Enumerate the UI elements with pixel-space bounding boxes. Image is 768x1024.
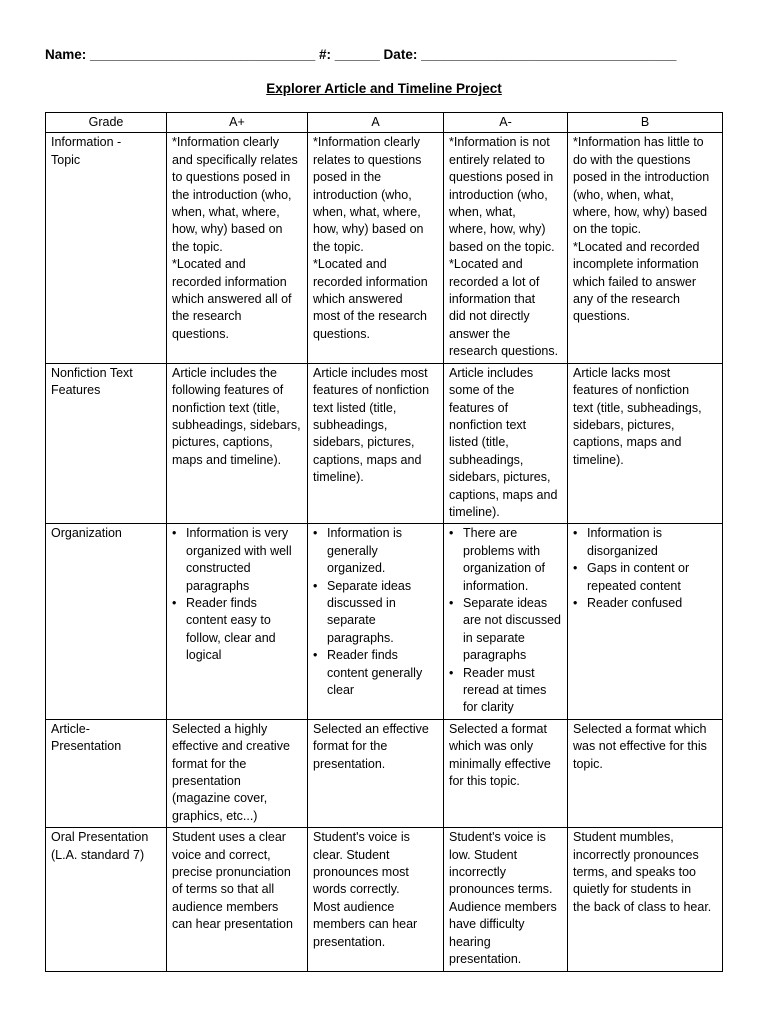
cell-text-line: Most audience bbox=[313, 899, 395, 914]
bullet-text-line: constructed bbox=[186, 561, 251, 576]
cell-text-line: presentation. bbox=[313, 756, 386, 771]
bullet-text-line: Information is bbox=[327, 526, 403, 541]
cell-text-line: when, what, where, bbox=[313, 205, 421, 220]
list-item bbox=[449, 595, 562, 665]
rubric-body bbox=[46, 133, 723, 971]
cell-text-line: Article includes the bbox=[172, 365, 277, 380]
cell-text-line: how, why) based on bbox=[172, 222, 283, 237]
rubric-cell bbox=[308, 828, 444, 971]
criterion-cell bbox=[46, 133, 167, 363]
criterion-label-line: (L.A. standard 7) bbox=[51, 847, 145, 862]
cell-text-line: Selected an effective bbox=[313, 721, 429, 736]
cell-text-line: Student mumbles, bbox=[573, 830, 674, 845]
cell-text-line: when, what, bbox=[449, 205, 516, 220]
criterion-label-line: Information - bbox=[51, 135, 122, 150]
bullet-icon: • bbox=[573, 595, 578, 610]
cell-text-line: Selected a format which bbox=[573, 721, 707, 736]
cell-text-line: research questions. bbox=[449, 344, 559, 359]
cell-text-line: voice and correct, bbox=[172, 847, 271, 862]
cell-text-line: of terms so that all bbox=[172, 882, 275, 897]
cell-text-line: sidebars, pictures, bbox=[573, 417, 675, 432]
cell-text-line: text listed (title, bbox=[313, 400, 397, 415]
cell-text-line: was not effective for this bbox=[573, 739, 707, 754]
list-item bbox=[449, 525, 562, 595]
table-row bbox=[46, 524, 723, 719]
bullet-text-line: in separate bbox=[463, 630, 525, 645]
cell-text-line: (who, when, what, bbox=[573, 187, 674, 202]
cell-text-line: presentation bbox=[172, 774, 241, 789]
bullet-text-line: Reader confused bbox=[587, 595, 683, 610]
cell-text-line: relates to questions bbox=[313, 152, 422, 167]
bullet-text-line: paragraphs bbox=[186, 578, 250, 593]
rubric-cell bbox=[308, 133, 444, 363]
cell-text-line: which was only bbox=[449, 739, 534, 754]
bullet-icon: • bbox=[449, 665, 454, 680]
bullet-icon: • bbox=[573, 561, 578, 576]
rubric-cell bbox=[568, 133, 723, 363]
rubric-cell bbox=[308, 524, 444, 719]
cell-text-line: when, what, where, bbox=[172, 205, 280, 220]
rubric-cell bbox=[444, 828, 568, 971]
cell-text-line: subheadings, bbox=[313, 417, 388, 432]
rubric-cell bbox=[568, 524, 723, 719]
cell-text-line: Article lacks most bbox=[573, 365, 671, 380]
criterion-label-line: Presentation bbox=[51, 739, 122, 754]
cell-text-line: questions posed in bbox=[449, 170, 554, 185]
bullet-list bbox=[313, 525, 438, 699]
bullet-text-line: reread at times bbox=[463, 683, 547, 697]
cell-text-line: precise pronunciation bbox=[172, 865, 291, 880]
cell-text-line: questions. bbox=[313, 326, 370, 341]
cell-text-line: captions, maps and bbox=[573, 435, 682, 450]
bullet-text-line: content easy to bbox=[186, 613, 271, 628]
bullet-text-line: Reader finds bbox=[186, 595, 257, 610]
bullet-icon: • bbox=[172, 595, 177, 610]
cell-text-line: the back of class to hear. bbox=[573, 899, 712, 914]
cell-text-line: features of nonfiction bbox=[313, 383, 430, 398]
bullet-text-line: repeated content bbox=[587, 578, 681, 593]
criterion-label-line: Topic bbox=[51, 152, 81, 167]
cell-text-line: Audience members bbox=[449, 899, 557, 914]
cell-text-line: Student's voice is bbox=[313, 830, 410, 845]
bullet-text-line: paragraphs. bbox=[327, 630, 394, 645]
bullet-list bbox=[573, 525, 717, 612]
cell-text-line: timeline). bbox=[573, 452, 624, 467]
bullet-icon: • bbox=[573, 526, 578, 541]
cell-text-line: *Located and recorded bbox=[573, 239, 700, 254]
list-item bbox=[313, 578, 438, 648]
cell-text-line: answer the bbox=[449, 326, 511, 341]
cell-text-line: words correctly. bbox=[313, 882, 400, 897]
bullet-text-line: logical bbox=[186, 648, 222, 663]
bullet-text-line: Gaps in content or bbox=[587, 561, 690, 576]
rubric-cell bbox=[167, 828, 308, 971]
bullet-text-line: separate bbox=[327, 613, 376, 628]
cell-text-line: members can hear bbox=[313, 917, 418, 932]
cell-text-line: effective and creative bbox=[172, 739, 290, 754]
cell-text-line: Article includes most bbox=[313, 365, 428, 380]
rubric-cell bbox=[308, 719, 444, 827]
cell-text-line: recorded information bbox=[172, 274, 287, 289]
rubric-cell bbox=[444, 133, 568, 363]
rubric-cell bbox=[167, 524, 308, 719]
cell-text-line: *Information is not bbox=[449, 135, 550, 150]
header-cell-a-minus: A- bbox=[444, 113, 568, 133]
cell-text-line: posed in the introduction bbox=[573, 170, 710, 185]
cell-text-line: features of bbox=[449, 400, 509, 415]
criterion-label-line: Nonfiction Text bbox=[51, 365, 133, 380]
cell-text-line: the introduction (who, bbox=[172, 187, 292, 202]
cell-text-line: subheadings, sidebars, bbox=[172, 417, 301, 432]
cell-text-line: following features of bbox=[172, 383, 284, 398]
cell-text-line: sidebars, pictures, bbox=[449, 470, 551, 485]
list-item bbox=[313, 647, 438, 699]
rubric-cell bbox=[568, 363, 723, 524]
bullet-text-line: organized. bbox=[327, 561, 386, 576]
cell-text-line: recorded a lot of bbox=[449, 274, 540, 289]
cell-text-line: captions, maps and bbox=[313, 452, 422, 467]
cell-text-line: Student's voice is bbox=[449, 830, 546, 845]
header-cell-b: B bbox=[568, 113, 723, 133]
cell-text-line: pictures, captions, bbox=[172, 435, 273, 450]
cell-text-line: listed (title, bbox=[449, 435, 509, 450]
cell-text-line: *Information clearly bbox=[172, 135, 279, 150]
cell-text-line: *Located and bbox=[172, 257, 246, 272]
cell-text-line: can hear presentation bbox=[172, 917, 293, 932]
rubric-cell bbox=[444, 524, 568, 719]
bullet-text-line: are not discussed bbox=[463, 613, 561, 628]
cell-text-line: nonfiction text bbox=[449, 417, 527, 432]
cell-text-line: introduction (who, bbox=[313, 187, 412, 202]
cell-text-line: incomplete information bbox=[573, 257, 699, 272]
bullet-text-line: Information is very bbox=[186, 526, 289, 541]
list-item bbox=[573, 595, 717, 612]
bullet-list bbox=[172, 525, 302, 664]
header-cell-grade: Grade bbox=[46, 113, 167, 133]
cell-text-line: entirely related to bbox=[449, 152, 545, 167]
list-item bbox=[313, 525, 438, 577]
cell-text-line: audience members bbox=[172, 899, 279, 914]
cell-text-line: information that bbox=[449, 292, 536, 307]
cell-text-line: which answered bbox=[313, 292, 403, 307]
cell-text-line: incorrectly pronounces bbox=[573, 847, 699, 862]
bullet-text-line: generally bbox=[327, 543, 378, 558]
cell-text-line: presentation. bbox=[313, 934, 386, 949]
bullet-text-line: discussed in bbox=[327, 595, 396, 610]
criterion-cell bbox=[46, 719, 167, 827]
cell-text-line: *Located and bbox=[313, 257, 387, 272]
table-row bbox=[46, 133, 723, 363]
criterion-cell bbox=[46, 524, 167, 719]
bullet-icon: • bbox=[313, 526, 318, 541]
header-row bbox=[46, 113, 723, 133]
bullet-text-line: Reader must bbox=[463, 665, 535, 680]
criterion-label-line: Organization bbox=[51, 526, 122, 541]
cell-text-line: maps and timeline). bbox=[172, 452, 282, 467]
rubric-cell bbox=[444, 363, 568, 524]
bullet-icon: • bbox=[313, 648, 318, 663]
cell-text-line: which failed to answer bbox=[573, 274, 696, 289]
cell-text-line: recorded information bbox=[313, 274, 428, 289]
bullet-text-line: for clarity bbox=[463, 700, 514, 715]
cell-text-line: text (title, subheadings, bbox=[573, 400, 702, 415]
cell-text-line: incorrectly bbox=[449, 865, 506, 880]
cell-text-line: graphics, etc...) bbox=[172, 808, 258, 823]
cell-text-line: based on the topic. bbox=[449, 239, 555, 254]
cell-text-line: do with the questions bbox=[573, 152, 691, 167]
cell-text-line: (magazine cover, bbox=[172, 791, 268, 806]
cell-text-line: *Information clearly bbox=[313, 135, 420, 150]
cell-text-line: format for the bbox=[172, 756, 247, 771]
rubric-cell bbox=[308, 363, 444, 524]
bullet-text-line: Separate ideas bbox=[327, 578, 412, 593]
table-row bbox=[46, 363, 723, 524]
cell-text-line: questions. bbox=[172, 326, 229, 341]
table-row bbox=[46, 828, 723, 971]
criterion-label-line: Oral Presentation bbox=[51, 830, 149, 845]
cell-text-line: questions. bbox=[573, 309, 630, 324]
cell-text-line: nonfiction text (title, bbox=[172, 400, 280, 415]
cell-text-line: some of the bbox=[449, 383, 515, 398]
name-number-date-line: Name: ______________________________ #: ______ Date: __________________________________ bbox=[45, 47, 677, 62]
bullet-text-line: information. bbox=[463, 578, 529, 593]
list-item bbox=[573, 525, 717, 560]
rubric-cell bbox=[568, 828, 723, 971]
bullet-text-line: content generally bbox=[327, 665, 423, 680]
bullet-text-line: follow, clear and bbox=[186, 630, 276, 645]
bullet-text-line: There are bbox=[463, 526, 518, 541]
cell-text-line: and specifically relates bbox=[172, 152, 298, 167]
rubric-table bbox=[45, 112, 723, 972]
cell-text-line: features of nonfiction bbox=[573, 383, 690, 398]
page-title: Explorer Article and Timeline Project bbox=[266, 81, 502, 96]
cell-text-line: the research bbox=[172, 309, 242, 324]
cell-text-line: pronounces terms. bbox=[449, 882, 553, 897]
list-item bbox=[172, 525, 302, 595]
cell-text-line: Selected a highly bbox=[172, 721, 268, 736]
rubric-cell bbox=[444, 719, 568, 827]
cell-text-line: to questions posed in bbox=[172, 170, 291, 185]
cell-text-line: for this topic. bbox=[449, 774, 520, 789]
criterion-label-line: Article- bbox=[51, 721, 90, 736]
cell-text-line: hearing bbox=[449, 934, 491, 949]
cell-text-line: Article includes bbox=[449, 365, 534, 380]
bullet-text-line: Separate ideas bbox=[463, 595, 548, 610]
cell-text-line: timeline). bbox=[449, 504, 500, 519]
cell-text-line: how, why) based on bbox=[313, 222, 424, 237]
bullet-text-line: Information is bbox=[587, 526, 663, 541]
cell-text-line: introduction (who, bbox=[449, 187, 548, 202]
cell-text-line: the topic. bbox=[313, 239, 364, 254]
cell-text-line: which answered all of bbox=[172, 292, 292, 307]
rubric-cell bbox=[167, 363, 308, 524]
list-item bbox=[449, 665, 562, 717]
cell-text-line: subheadings, bbox=[449, 452, 524, 467]
cell-text-line: *Located and bbox=[449, 257, 523, 272]
bullet-icon: • bbox=[172, 526, 177, 541]
cell-text-line: minimally effective bbox=[449, 756, 551, 771]
rubric-cell bbox=[568, 719, 723, 827]
cell-text-line: sidebars, pictures, bbox=[313, 435, 415, 450]
criterion-cell bbox=[46, 363, 167, 524]
bullet-text-line: clear bbox=[327, 683, 355, 697]
cell-text-line: presentation. bbox=[449, 952, 522, 967]
cell-text-line: any of the research bbox=[573, 292, 681, 307]
cell-text-line: have difficulty bbox=[449, 917, 525, 932]
cell-text-line: where, how, why) bbox=[449, 222, 546, 237]
cell-text-line: Selected a format bbox=[449, 721, 547, 736]
list-item bbox=[573, 560, 717, 595]
rubric-cell bbox=[167, 133, 308, 363]
bullet-icon: • bbox=[449, 595, 454, 610]
cell-text-line: posed in the bbox=[313, 170, 382, 185]
header-cell-a-plus: A+ bbox=[167, 113, 308, 133]
bullet-text-line: disorganized bbox=[587, 543, 658, 558]
bullet-list bbox=[449, 525, 562, 716]
bullet-icon: • bbox=[313, 578, 318, 593]
criterion-label-line: Features bbox=[51, 383, 101, 398]
bullet-text-line: paragraphs bbox=[463, 648, 527, 663]
bullet-text-line: organized with well bbox=[186, 543, 292, 558]
cell-text-line: low. Student bbox=[449, 847, 518, 862]
bullet-text-line: Reader finds bbox=[327, 648, 398, 663]
cell-text-line: quietly for students in bbox=[573, 882, 692, 897]
header-cell-a: A bbox=[308, 113, 444, 133]
bullet-text-line: organization of bbox=[463, 561, 546, 576]
table-row bbox=[46, 719, 723, 827]
cell-text-line: pronounces most bbox=[313, 865, 409, 880]
cell-text-line: Student uses a clear bbox=[172, 830, 286, 845]
cell-text-line: clear. Student bbox=[313, 847, 390, 862]
cell-text-line: on the topic. bbox=[573, 222, 642, 237]
cell-text-line: captions, maps and bbox=[449, 487, 558, 502]
bullet-text-line: problems with bbox=[463, 543, 541, 558]
cell-text-line: where, how, why) based bbox=[573, 205, 708, 220]
criterion-cell bbox=[46, 828, 167, 971]
cell-text-line: did not directly bbox=[449, 309, 530, 324]
cell-text-line: format for the bbox=[313, 739, 388, 754]
cell-text-line: terms, and speaks too bbox=[573, 865, 696, 880]
cell-text-line: timeline). bbox=[313, 470, 364, 485]
list-item bbox=[172, 595, 302, 665]
cell-text-line: most of the research bbox=[313, 309, 427, 324]
bullet-icon: • bbox=[449, 526, 454, 541]
cell-text-line: topic. bbox=[573, 756, 603, 771]
rubric-cell bbox=[167, 719, 308, 827]
cell-text-line: the topic. bbox=[172, 239, 223, 254]
cell-text-line: *Information has little to bbox=[573, 135, 704, 150]
